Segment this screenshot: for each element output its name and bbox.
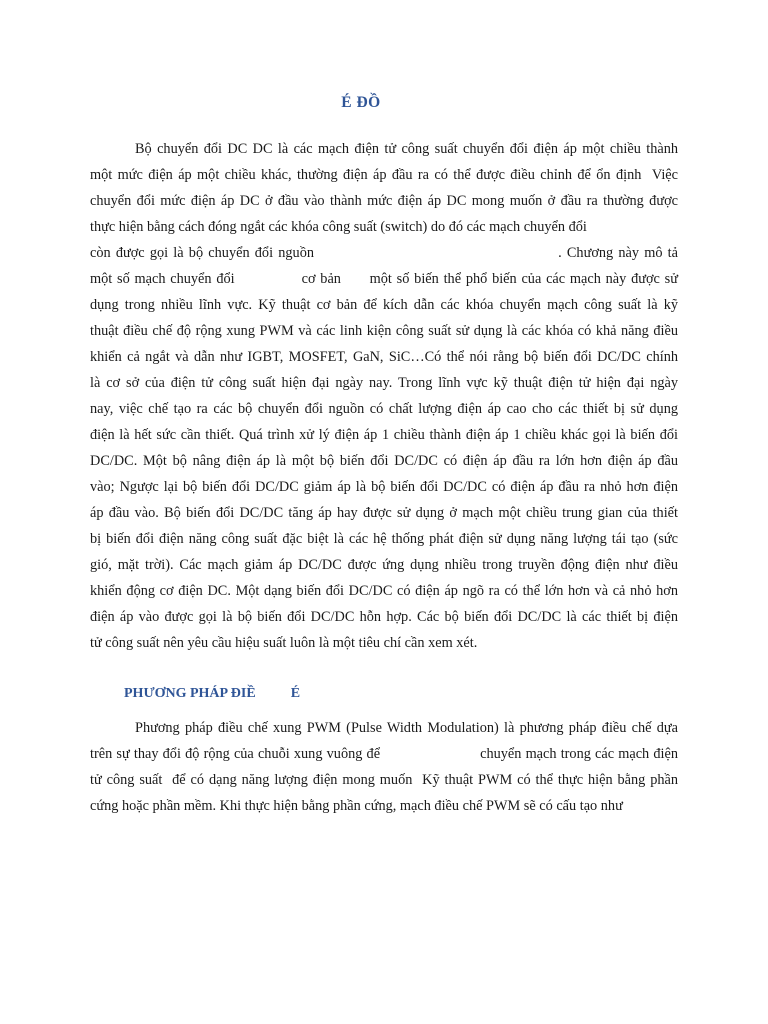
intro-line: một số mạch chuyển đổi cơ bản một số biến thể phổ biến của các mạch này được sử <box>90 271 678 287</box>
intro-line: điện là hết sức cần thiết. Quá trình xử lý điện áp 1 chiều thành điện áp 1 chiều khác gọi là biến đổi <box>90 427 678 443</box>
intro-line: nay, việc chế tạo ra các bộ chuyển đổi nguồn có chất lượng điện áp cao cho các thiết bị sử dụng <box>90 401 678 417</box>
intro-line: còn được gọi là bộ chuyển đổi nguồn . Chương này mô tả <box>90 245 678 261</box>
intro-line: thực hiện bằng cách đóng ngắt các khóa công suất (switch) do đó các mạch chuyển đổi <box>90 219 587 235</box>
intro-line: chuyển đổi mức điện áp DC ở đầu vào thành mức điện áp DC mong muốn ở đầu ra thường được <box>90 193 678 209</box>
intro-line: áp đầu vào. Bộ biến đổi DC/DC tăng áp hay được sử dụng ở mạch một chiều trung gian của thiết <box>90 505 678 521</box>
intro-line: dụng trong nhiều lĩnh vực. Kỹ thuật cơ bản để kích dẫn các khóa chuyển mạch công suất là kỹ <box>90 297 678 313</box>
pwm-line: Phương pháp điều chế xung PWM (Pulse Width Modulation) là phương pháp điều chế dựa <box>135 720 678 736</box>
intro-line: khiển động cơ điện DC. Một dạng biến đổi DC/DC có điện áp ngõ ra có thể lớn hơn và cả nhỏ hơn <box>90 583 678 599</box>
section-heading: PHƯƠNG PHÁP ĐIỀ É <box>124 686 301 701</box>
intro-line: một mức điện áp một chiều khác, thường điện áp đầu ra có thể được điều chỉnh để ổn định Việc <box>90 167 678 183</box>
intro-line: DC/DC. Một bộ nâng điện áp là một bộ biến đổi DC/DC có điện áp đầu ra lớn hơn điện áp đầu <box>90 453 678 469</box>
intro-line: vào; Ngược lại bộ biến đổi DC/DC giảm áp là bộ biến đổi DC/DC có điện áp đầu ra nhỏ hơn điện <box>90 479 678 495</box>
chapter-title: É ĐỒ <box>341 94 381 111</box>
intro-line: thuật điều chế độ rộng xung PWM và các linh kiện công suất sử dụng là các khóa có khả năng điều <box>90 323 678 339</box>
pwm-line: tử công suất để có dạng năng lượng điện mong muốn Kỹ thuật PWM có thể thực hiện bằng phần <box>90 772 678 788</box>
intro-line: gió, mặt trời). Các mạch giảm áp DC/DC được ứng dụng nhiều trong truyền động điện như điều <box>90 557 678 573</box>
pwm-line: trên sự thay đổi độ rộng của chuỗi xung vuông để chuyển mạch trong các mạch điện <box>90 746 678 762</box>
intro-line: tử công suất nên yêu cầu hiệu suất luôn là một tiêu chí cần xem xét. <box>90 635 478 651</box>
intro-line: là cơ sở của điện tử công suất hiện đại ngày nay. Trong lĩnh vực kỹ thuật điện tử hiện đại ngày <box>90 375 678 391</box>
intro-line: Bộ chuyển đổi DC DC là các mạch điện tử công suất chuyển đổi điện áp một chiều thành <box>135 141 678 157</box>
intro-line: điện áp vào được gọi là bộ biến đổi DC/DC hỗn hợp. Các bộ biến đổi DC/DC là các thiết bị điện <box>90 609 678 625</box>
pwm-line: cứng hoặc phần mềm. Khi thực hiện bằng phần cứng, mạch điều chế PWM sẽ có cấu tạo như <box>90 798 623 814</box>
intro-line: khiển cả ngắt và dẫn như IGBT, MOSFET, GaN, SiC…Có thể nói rằng bộ biến đổi DC/DC chính <box>90 349 678 365</box>
intro-line: bị biến đổi điện năng công suất đặc biệt là các hệ thống phát điện sử dụng năng lượng tái tạo (sức <box>90 531 678 547</box>
